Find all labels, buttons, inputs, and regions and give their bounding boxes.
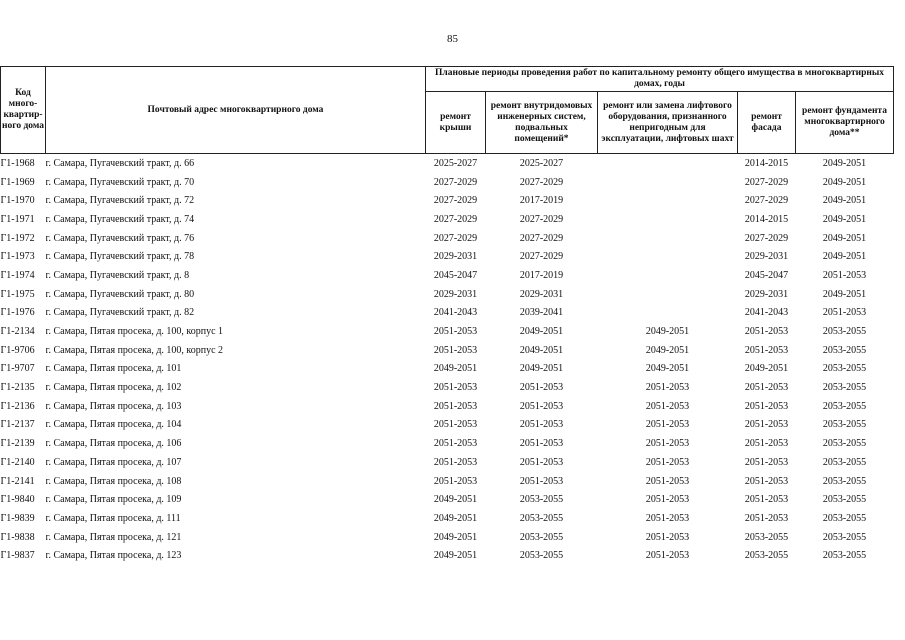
cell-lift: 2049-2051 [645,326,690,338]
cell-foundation: 2049-2051 [822,157,867,169]
cell-roof: 2045-2047 [433,269,478,281]
cell-roof: 2049-2051 [433,531,478,543]
cell-foundation: 2049-2051 [822,251,867,263]
cell-roof: 2049-2051 [433,494,478,506]
cell-address: г. Самара, Пугачевский тракт, д. 66 [45,157,195,169]
cell-code: Г1-2137 [0,419,35,431]
cell-engineering: 2049-2051 [519,363,564,375]
cell-roof: 2051-2053 [433,326,478,338]
cell-foundation: 2053-2055 [822,494,867,506]
cell-address: г. Самара, Пугачевский тракт, д. 8 [45,269,190,281]
cell-engineering: 2051-2053 [519,456,564,468]
cell-foundation: 2053-2055 [822,400,867,412]
cell-code: Г1-1971 [0,213,35,225]
cell-roof: 2027-2029 [433,213,478,225]
table-row [1,285,894,304]
cell-foundation: 2051-2053 [822,269,867,281]
table-row [1,546,894,565]
cell-lift [598,173,738,192]
cell-facade: 2027-2029 [744,195,789,207]
cell-roof: 2049-2051 [433,512,478,524]
cell-lift: 2049-2051 [645,363,690,375]
cell-foundation: 2053-2055 [822,438,867,450]
table-row [1,453,894,472]
cell-facade: 2029-2031 [744,288,789,300]
table-row [1,490,894,509]
cell-roof: 2051-2053 [433,475,478,487]
cell-code: Г1-1973 [0,251,35,263]
cell-roof: 2025-2027 [433,157,478,169]
cell-code: Г1-2136 [0,400,35,412]
cell-code: Г1-1975 [0,288,35,300]
cell-engineering: 2049-2051 [519,326,564,338]
cell-foundation: 2053-2055 [822,550,867,562]
cell-engineering: 2027-2029 [519,213,564,225]
table-row [1,229,894,248]
cell-foundation: 2053-2055 [822,531,867,543]
table-row [1,397,894,416]
cell-address: г. Самара, Пугачевский тракт, д. 80 [45,288,195,300]
cell-lift: 2049-2051 [645,344,690,356]
cell-engineering: 2029-2031 [519,288,564,300]
cell-facade: 2014-2015 [744,157,789,169]
cell-address: г. Самара, Пятая просека, д. 100, корпус 1 [45,326,224,338]
table-body [1,154,894,566]
cell-roof: 2051-2053 [433,400,478,412]
cell-engineering: 2051-2053 [519,382,564,394]
cell-foundation: 2049-2051 [822,288,867,300]
cell-code: Г1-1968 [0,157,35,169]
table-row [1,434,894,453]
cell-foundation: 2053-2055 [822,419,867,431]
cell-code: Г1-1972 [0,232,35,244]
cell-roof: 2027-2029 [433,176,478,188]
table-row [1,472,894,491]
cell-facade: 2041-2043 [744,307,789,319]
cell-engineering: 2027-2029 [519,251,564,263]
cell-address: г. Самара, Пятая просека, д. 101 [45,363,182,375]
header-periods-group: Плановые периоды проведения работ по капитальному ремонту общего имущества в многоквартирных домах, годы [426,67,894,92]
header-lift: ремонт или замена лифтового оборудования, признанного непригодным для эксплуатации, лифтовых шахт [598,92,738,154]
cell-facade: 2051-2053 [744,438,789,450]
cell-facade: 2014-2015 [744,213,789,225]
cell-facade: 2053-2055 [744,550,789,562]
cell-address: г. Самара, Пятая просека, д. 111 [45,512,181,524]
table-row [1,360,894,379]
repair-schedule-table [0,66,894,565]
cell-address: г. Самара, Пятая просека, д. 100, корпус 2 [45,344,224,356]
header-engineering: ремонт внутридомовых инженерных систем, подвальных помещений* [486,92,598,154]
cell-code: Г1-9840 [0,494,35,506]
cell-foundation: 2049-2051 [822,176,867,188]
cell-address: г. Самара, Пятая просека, д. 106 [45,438,182,450]
cell-lift [598,210,738,229]
cell-foundation: 2053-2055 [822,363,867,375]
cell-facade: 2051-2053 [744,344,789,356]
cell-lift: 2051-2053 [645,400,690,412]
cell-lift: 2051-2053 [645,456,690,468]
cell-code: Г1-1974 [0,269,35,281]
cell-code: Г1-1970 [0,195,35,207]
cell-code: Г1-2140 [0,456,35,468]
cell-facade: 2027-2029 [744,176,789,188]
cell-code: Г1-2141 [0,475,35,487]
header-roof: ремонт крыши [426,92,486,154]
cell-roof: 2051-2053 [433,419,478,431]
cell-foundation: 2053-2055 [822,344,867,356]
cell-facade: 2051-2053 [744,419,789,431]
cell-facade: 2051-2053 [744,382,789,394]
cell-foundation: 2053-2055 [822,475,867,487]
cell-address: г. Самара, Пятая просека, д. 104 [45,419,182,431]
cell-address: г. Самара, Пятая просека, д. 108 [45,475,182,487]
header-address: Почтовый адрес многоквартирного дома [46,67,426,154]
cell-code: Г1-9707 [0,363,35,375]
cell-engineering: 2049-2051 [519,344,564,356]
table-row [1,509,894,528]
table-row [1,304,894,323]
cell-lift [598,229,738,248]
header-foundation: ремонт фундамента многоквартирного дома** [796,92,894,154]
cell-foundation: 2049-2051 [822,213,867,225]
cell-facade: 2049-2051 [744,363,789,375]
cell-facade: 2051-2053 [744,400,789,412]
cell-code: Г1-9706 [0,344,35,356]
cell-roof: 2027-2029 [433,195,478,207]
cell-lift: 2051-2053 [645,382,690,394]
cell-engineering: 2027-2029 [519,232,564,244]
cell-address: г. Самара, Пугачевский тракт, д. 82 [45,307,195,319]
cell-roof: 2029-2031 [433,288,478,300]
cell-foundation: 2049-2051 [822,195,867,207]
cell-facade: 2053-2055 [744,531,789,543]
cell-address: г. Самара, Пятая просека, д. 107 [45,456,182,468]
cell-engineering: 2051-2053 [519,475,564,487]
table-row [1,528,894,547]
header-facade: ремонт фасада [738,92,796,154]
cell-code: Г1-1976 [0,307,35,319]
header-code: Код много-квартир-ного дома [1,67,46,154]
cell-roof: 2049-2051 [433,550,478,562]
table-row [1,322,894,341]
table-row [1,210,894,229]
cell-code: Г1-9837 [0,550,35,562]
cell-roof: 2051-2053 [433,344,478,356]
table-row [1,247,894,266]
page-number: 85 [447,33,458,45]
cell-address: г. Самара, Пугачевский тракт, д. 72 [45,195,195,207]
cell-foundation: 2049-2051 [822,232,867,244]
cell-engineering: 2025-2027 [519,157,564,169]
cell-facade: 2029-2031 [744,251,789,263]
cell-lift [598,285,738,304]
cell-lift [598,191,738,210]
cell-engineering: 2053-2055 [519,512,564,524]
cell-engineering: 2039-2041 [519,307,564,319]
cell-lift [598,247,738,266]
cell-facade: 2051-2053 [744,326,789,338]
table-row [1,416,894,435]
table-row [1,154,894,173]
cell-foundation: 2053-2055 [822,326,867,338]
cell-facade: 2045-2047 [744,269,789,281]
cell-engineering: 2051-2053 [519,419,564,431]
cell-code: Г1-9838 [0,531,35,543]
cell-lift: 2051-2053 [645,494,690,506]
cell-code: Г1-9839 [0,512,35,524]
cell-engineering: 2053-2055 [519,494,564,506]
cell-roof: 2049-2051 [433,363,478,375]
table-row [1,191,894,210]
cell-lift: 2051-2053 [645,512,690,524]
cell-foundation: 2053-2055 [822,456,867,468]
cell-foundation: 2051-2053 [822,307,867,319]
cell-facade: 2027-2029 [744,232,789,244]
cell-roof: 2051-2053 [433,438,478,450]
cell-facade: 2051-2053 [744,512,789,524]
cell-lift [598,154,738,173]
table-row [1,266,894,285]
cell-lift: 2051-2053 [645,475,690,487]
cell-facade: 2051-2053 [744,475,789,487]
cell-code: Г1-1969 [0,176,35,188]
cell-lift [598,266,738,285]
cell-foundation: 2053-2055 [822,512,867,524]
cell-address: г. Самара, Пугачевский тракт, д. 74 [45,213,195,225]
cell-lift [598,304,738,323]
cell-lift: 2051-2053 [645,438,690,450]
cell-facade: 2051-2053 [744,456,789,468]
cell-lift: 2051-2053 [645,419,690,431]
cell-address: г. Самара, Пугачевский тракт, д. 76 [45,232,195,244]
cell-engineering: 2027-2029 [519,176,564,188]
table-row [1,378,894,397]
cell-engineering: 2053-2055 [519,531,564,543]
cell-engineering: 2017-2019 [519,195,564,207]
cell-engineering: 2053-2055 [519,550,564,562]
cell-address: г. Самара, Пугачевский тракт, д. 78 [45,251,195,263]
table-row [1,341,894,360]
cell-roof: 2051-2053 [433,456,478,468]
cell-lift: 2051-2053 [645,531,690,543]
cell-lift: 2051-2053 [645,550,690,562]
cell-roof: 2029-2031 [433,251,478,263]
cell-code: Г1-2134 [0,326,35,338]
cell-code: Г1-2135 [0,382,35,394]
cell-engineering: 2051-2053 [519,400,564,412]
table-row [1,173,894,192]
cell-engineering: 2017-2019 [519,269,564,281]
table-header [1,67,894,154]
cell-roof: 2027-2029 [433,232,478,244]
cell-address: г. Самара, Пятая просека, д. 109 [45,494,182,506]
cell-code: Г1-2139 [0,438,35,450]
cell-address: г. Самара, Пятая просека, д. 123 [45,550,182,562]
cell-engineering: 2051-2053 [519,438,564,450]
cell-foundation: 2053-2055 [822,382,867,394]
cell-address: г. Самара, Пятая просека, д. 121 [45,531,182,543]
cell-facade: 2051-2053 [744,494,789,506]
cell-address: г. Самара, Пятая просека, д. 102 [45,382,182,394]
cell-roof: 2051-2053 [433,382,478,394]
cell-roof: 2041-2043 [433,307,478,319]
cell-address: г. Самара, Пятая просека, д. 103 [45,400,182,412]
cell-address: г. Самара, Пугачевский тракт, д. 70 [45,176,195,188]
